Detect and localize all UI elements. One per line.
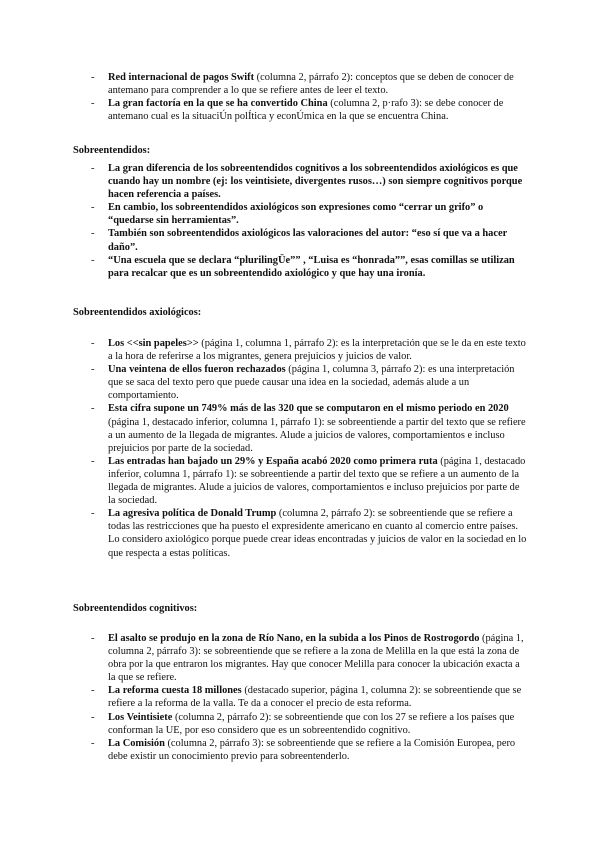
item-text: (columna 2, párrafo 2): conceptos que se deben de conocer de antemano para comprender a lo que se refiere antes de leer el texto. <box>108 72 514 97</box>
item-bold-text: Los <<sin papeles>> <box>108 338 199 349</box>
item-bold-text: La reforma cuesta 18 millones <box>108 685 242 697</box>
section-heading-axiologicos: Sobreentendidos axiológicos: <box>73 307 202 318</box>
list-item <box>0 455 600 507</box>
item-text: (página 1, columna 1, párrafo 2): es la interpretación que se le da en este texto a la hora de referirse a los migrantes, genera prejuicios y juicios de valor. <box>108 338 526 363</box>
list-item <box>0 737 600 763</box>
item-bold-text: Las entradas han bajado un 29% y España acabó 2020 como primera ruta <box>108 455 438 467</box>
sobreentendidos-list <box>0 162 600 280</box>
bullet-dash: - <box>91 633 95 644</box>
item-bold-text: Una veintena de ellos fueron rechazados <box>108 364 286 376</box>
bullet-dash: - <box>91 711 95 723</box>
item-bold-text: La agresiva política de Donald Trump <box>108 508 277 520</box>
list-item <box>0 227 600 253</box>
list-item <box>0 97 600 123</box>
item-bold-text: También son sobreentendidos axiológicos las valoraciones del autor: “eso sí que va a hacer daño”. <box>108 228 508 253</box>
item-text: (columna 2, p·rafo 3): se debe conocer de antemano cual es la situaciÚn polÍtica y econÚmica en la que se encuentra China. <box>108 98 504 123</box>
item-text: (columna 2, párrafo 2): se sobreentiende que se refiere a todas las restricciones que ha puesto el expresidente americano en cuanto al comercio entre países. Lo considero axiológico porque puede crear ideas encontradas y juicios de valor en la sociedad en lo que respecta a estas políticas. <box>108 508 527 559</box>
bullet-dash: - <box>91 403 95 415</box>
bullet-dash: - <box>91 338 95 349</box>
list-item <box>0 201 600 227</box>
bullet-dash: - <box>91 254 95 266</box>
item-text: (página 1, columna 2, párrafo 3): se sobreentiende que se refiere a la zona de Melilla en la que está la zona de obra por la que entraron los migrantes. Hay que conocer Melilla para conocer la ubicación exacta a la que se refiere. <box>108 633 524 684</box>
list-item <box>0 254 600 280</box>
section-heading-sobreentendidos: Sobreentendidos: <box>73 145 151 156</box>
axiologicos-list <box>0 337 600 560</box>
bullet-dash: - <box>91 98 95 110</box>
list-item <box>0 684 600 710</box>
list-item <box>0 507 600 559</box>
list-item <box>0 337 600 363</box>
list-item <box>0 711 600 737</box>
item-bold-text: En cambio, los sobreentendidos axiológicos son expresiones como “cerrar un grifo” o “quedarse sin herramientas”. <box>108 202 484 227</box>
cognitivos-list <box>0 632 600 763</box>
bullet-dash: - <box>91 202 95 214</box>
bullet-dash: - <box>91 737 95 749</box>
item-text: (página 1, destacado inferior, columna 1, párrafo 1): se sobreentiende a partir del texto que se refiere a un aumento de la llegada de migrantes. Alude a juicios de valores, comportamientos e incluso prejuicios por parte de la sociedad. <box>108 455 526 507</box>
bullet-dash: - <box>91 508 95 520</box>
item-bold-text: La gran factoría en la que se ha convertido China <box>108 98 328 110</box>
item-bold-text: Red internacional de pagos Swift <box>108 72 255 83</box>
item-text: (página 1, columna 3, párrafo 2): es una interpretación que se saca del texto pero que puede causar una idea en la sociedad, además alude a un comportamiento. <box>108 364 515 402</box>
list-item <box>0 363 600 402</box>
item-text: (columna 2, párrafo 3): se sobreentiende que se refiere a la Comisión Europea, pero debe existir un conocimiento previo para sobreentenderlo. <box>108 737 516 762</box>
list-item <box>0 632 600 684</box>
item-bold-text: La gran diferencia de los sobreentendidos cognitivos a los sobreentendidos axiológicos es que cuando hay un nombre (ej: los veintisiete, divergentes rusos…) son siempre cognitivos porque hacen referencia a países. <box>108 163 523 201</box>
item-bold-text: El asalto se produjo en la zona de Río Nano, en la subida a los Pinos de Rostrogordo <box>108 633 480 644</box>
bullet-dash: - <box>91 685 95 697</box>
bullet-dash: - <box>91 163 95 174</box>
section-heading-cognitivos: Sobreentendidos cognitivos: <box>73 603 198 614</box>
bullet-dash: - <box>91 364 95 376</box>
item-text: (columna 2, párrafo 2): se sobreentiende que con los 27 se refiere a los países que conforman la UE, por eso considero que es un sobreentendido cognitivo. <box>108 711 515 736</box>
top-list <box>0 71 600 123</box>
item-text: (destacado superior, página 1, columna 2): se sobreentiende que se refiere a la reforma de la valla. Te da a conocer el precio de esta reforma. <box>108 685 522 710</box>
item-bold-text: Los Veintisiete <box>108 711 173 723</box>
list-item <box>0 71 600 97</box>
bullet-dash: - <box>91 228 95 240</box>
list-item <box>0 402 600 454</box>
list-item <box>0 162 600 201</box>
item-text: (página 1, destacado inferior, columna 1, párrafo 1): se sobreentiende a partir del texto que se refiere a un aumento de la llegada de migrantes. Alude a juicios de valores, comportamientos e incluso prejuicios por parte de la sociedad. <box>108 416 526 454</box>
bullet-dash: - <box>91 455 95 467</box>
item-bold-text: La Comisión <box>108 737 165 749</box>
item-bold-text: “Una escuela que se declara “plurilingÜe”” , “Luisa es “honrada””, esas comillas se utilizan para recalcar que es un sobreentendido axiológico y que hay una ironía. <box>108 254 515 279</box>
bullet-dash: - <box>91 72 95 83</box>
item-bold-text: Esta cifra supone un 749% más de las 320 que se computaron en el mismo periodo en 2020 <box>108 403 509 415</box>
